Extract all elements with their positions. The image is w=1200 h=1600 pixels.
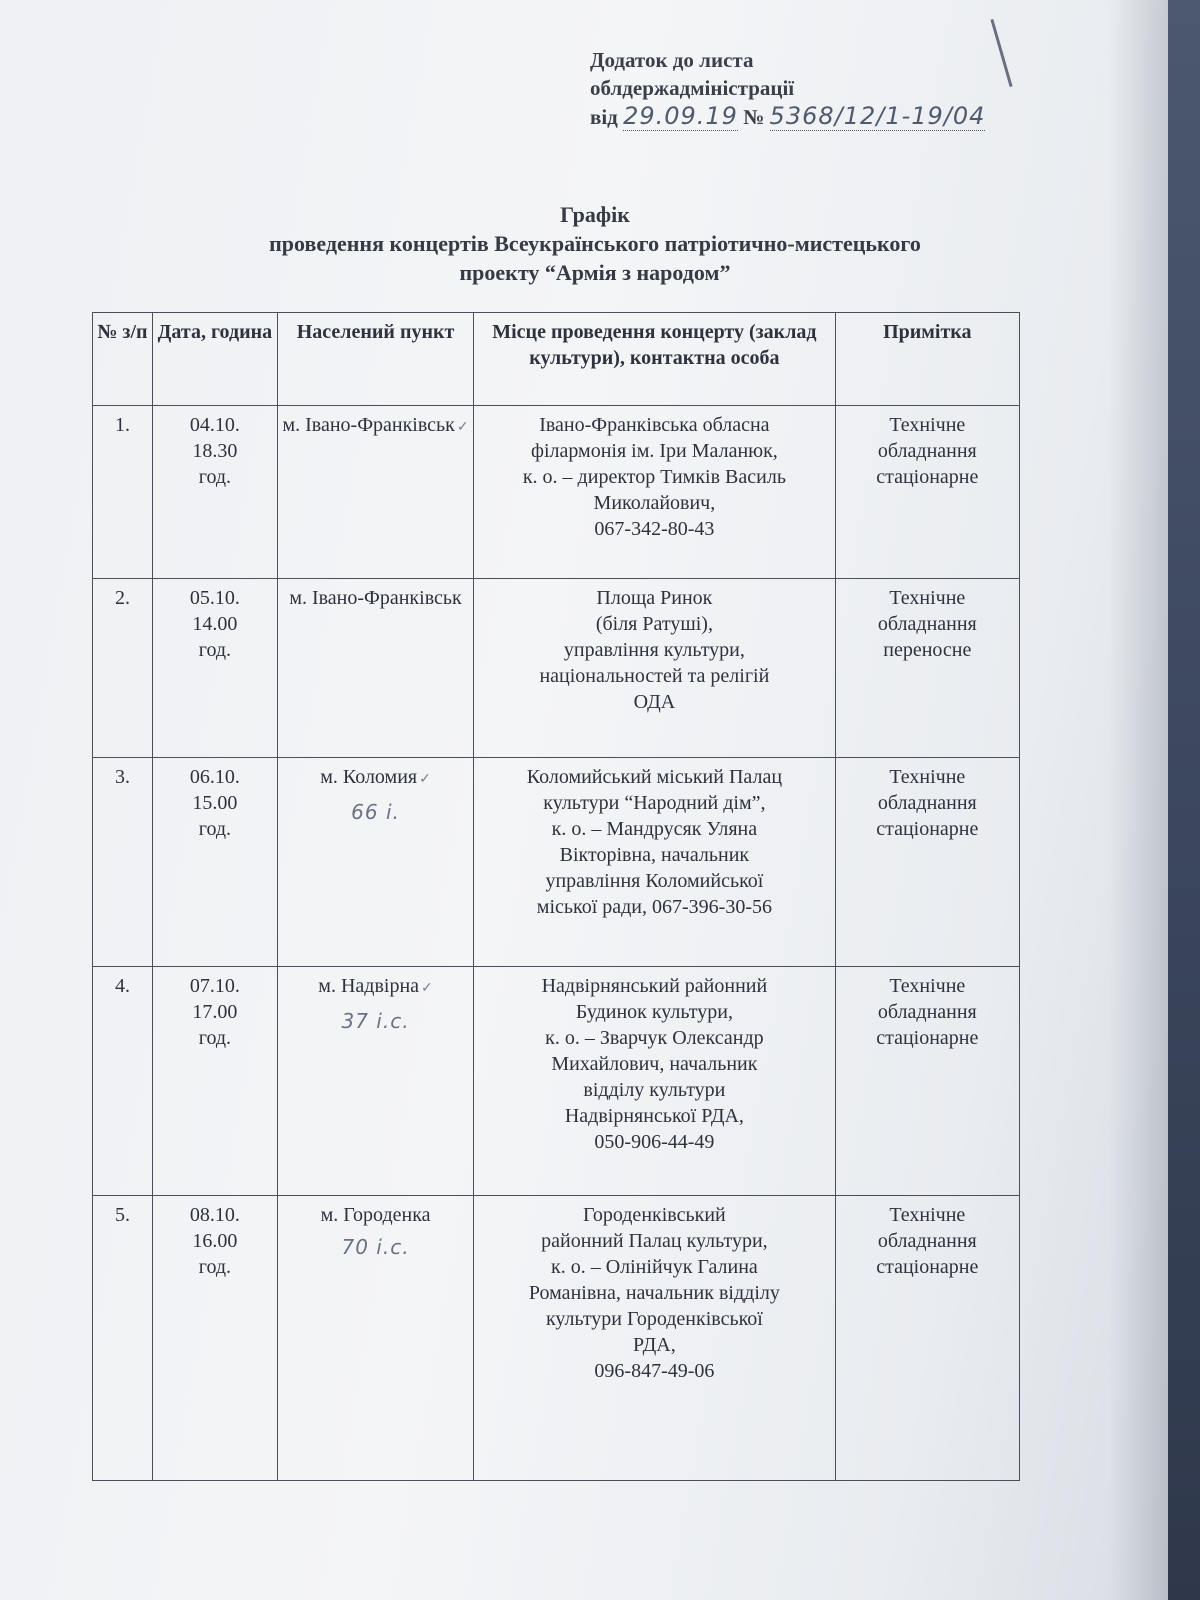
venue-line: Вікторівна, начальник [559,844,750,866]
check-tick-icon: ✓ [421,981,433,996]
venue-line: управління культури, [563,639,745,661]
note-line: Технічне [889,587,966,609]
date-unit: год. [198,466,232,488]
header-num: № з/п [93,313,153,406]
header-line-2: облдержадміністрації [590,76,795,100]
date-unit: год. [198,818,232,840]
title-line-3: проекту “Армія з народом” [459,260,731,285]
header-date: Дата, година [152,313,277,406]
table-row [93,406,1020,579]
row-date [152,406,277,579]
date-time: 18.30 [192,440,238,462]
header-line-1: Додаток до листа [590,48,754,72]
venue-line: Коломийський міський Палац [526,766,783,788]
title-line-1: Графік [560,202,630,227]
row-city [277,406,473,579]
venue-line: к. о. – директор Тимків Василь [522,466,786,488]
city-name: м. Коломия [320,766,418,788]
table-row [93,967,1020,1196]
venue-line: культури Городенківської [545,1308,763,1330]
row-venue [474,579,835,758]
table-header-row [93,313,1020,406]
row-venue [474,1196,835,1481]
concert-schedule-table [92,312,1020,1481]
check-tick-icon: ✓ [419,772,431,787]
page-edge-shadow [1108,0,1168,1600]
venue-line: к. о. – Олінійчук Галина [550,1256,758,1278]
row-note [835,579,1019,758]
note-line: стаціонарне [876,1256,979,1278]
city-name: м. Надвірна [318,975,420,997]
row-venue [474,758,835,967]
header-note: Примітка [835,313,1019,406]
row-num: 1. [93,406,153,579]
note-line: стаціонарне [876,818,979,840]
venue-line: Романівна, начальник відділу [528,1282,780,1304]
appendix-header [590,46,1060,131]
city-name: м. Івано-Франківськ [289,587,462,609]
city-name: м. Івано-Франківськ [282,414,455,436]
handwritten-city-note: 66 і. [351,800,400,824]
row-date [152,967,277,1196]
header-from-label: від [590,105,618,129]
date-time: 15.00 [192,792,238,814]
note-line: стаціонарне [876,1027,979,1049]
venue-line: відділу культури [583,1079,726,1101]
venue-line: Івано-Франківська обласна [539,414,770,436]
note-line: Технічне [889,414,966,436]
row-num: 4. [93,967,153,1196]
header-venue: Місце проведення концерту (заклад культури), контактна особа [474,313,835,406]
date-unit: год. [198,639,232,661]
background-surface [1168,0,1200,1600]
venue-line: к. о. – Мандрусяк Уляна [551,818,758,840]
venue-line: Михайлович, начальник [551,1053,758,1075]
venue-line: Городенківський [583,1204,726,1226]
row-note [835,967,1019,1196]
handwritten-city-note: 70 і.с. [341,1235,410,1259]
note-line: стаціонарне [876,466,979,488]
row-num: 5. [93,1196,153,1481]
row-venue [474,406,835,579]
note-line: обладнання [877,792,977,814]
handwritten-number: 5368/12/1-19/04 [769,102,986,130]
note-line: Технічне [889,975,966,997]
table-row [93,758,1020,967]
date-time: 14.00 [192,613,238,635]
city-name: м. Городенка [320,1204,431,1226]
header-number-label: № [743,105,765,129]
venue-line: районний Палац культури, [541,1230,768,1252]
row-venue [474,967,835,1196]
row-date [152,1196,277,1481]
row-date [152,758,277,967]
row-num: 2. [93,579,153,758]
check-tick-icon: ✓ [456,420,469,435]
table-row [93,579,1020,758]
header-city: Населений пункт [277,313,473,406]
venue-line: Площа Ринок [596,587,713,609]
note-line: переносне [883,639,972,661]
venue-line: РДА, [633,1334,676,1356]
table-row [93,1196,1020,1481]
row-city [277,758,473,967]
note-line: обладнання [877,613,977,635]
document-title [130,200,1060,287]
note-line: Технічне [889,766,966,788]
row-note [835,406,1019,579]
date-time: 17.00 [192,1001,238,1023]
note-line: обладнання [877,1001,977,1023]
row-num: 3. [93,758,153,967]
venue-phone: 096-847-49-06 [594,1360,715,1382]
venue-line: к. о. – Зварчук Олександр [545,1027,764,1049]
venue-line: культури “Народний дім”, [543,792,766,814]
row-note [835,758,1019,967]
venue-line: філармонія ім. Іри Маланюк, [530,440,778,462]
row-city [277,967,473,1196]
date-day: 05.10. [189,587,240,609]
date-day: 06.10. [189,766,240,788]
venue-line: (біля Ратуші), [595,613,713,635]
date-unit: год. [198,1027,232,1049]
note-line: обладнання [877,1230,977,1252]
header-line-3 [590,102,1060,131]
title-line-2: проведення концертів Всеукраїнського патріотично-мистецького [269,231,921,256]
venue-line: ОДА [633,691,676,713]
venue-line: Миколайович, [593,492,716,514]
date-day: 08.10. [189,1204,240,1226]
row-city [277,579,473,758]
venue-line: міської ради, 067-396-30-56 [536,896,772,918]
date-unit: год. [198,1256,232,1278]
row-city [277,1196,473,1481]
handwritten-city-note: 37 і.с. [341,1009,410,1033]
venue-line: Надвірнянської РДА, [564,1105,744,1127]
note-line: Технічне [889,1204,966,1226]
venue-line: управління Коломийської [545,870,764,892]
row-date [152,579,277,758]
venue-phone: 050-906-44-49 [594,1131,715,1153]
note-line: обладнання [877,440,977,462]
date-day: 07.10. [189,975,240,997]
date-time: 16.00 [192,1230,238,1252]
venue-phone: 067-342-80-43 [594,518,715,540]
row-note [835,1196,1019,1481]
date-day: 04.10. [189,414,240,436]
venue-line: Надвірнянський районний [541,975,768,997]
venue-line: національностей та релігій [539,665,770,687]
venue-line: Будинок культури, [575,1001,733,1023]
handwritten-date: 29.09.19 [623,102,738,130]
